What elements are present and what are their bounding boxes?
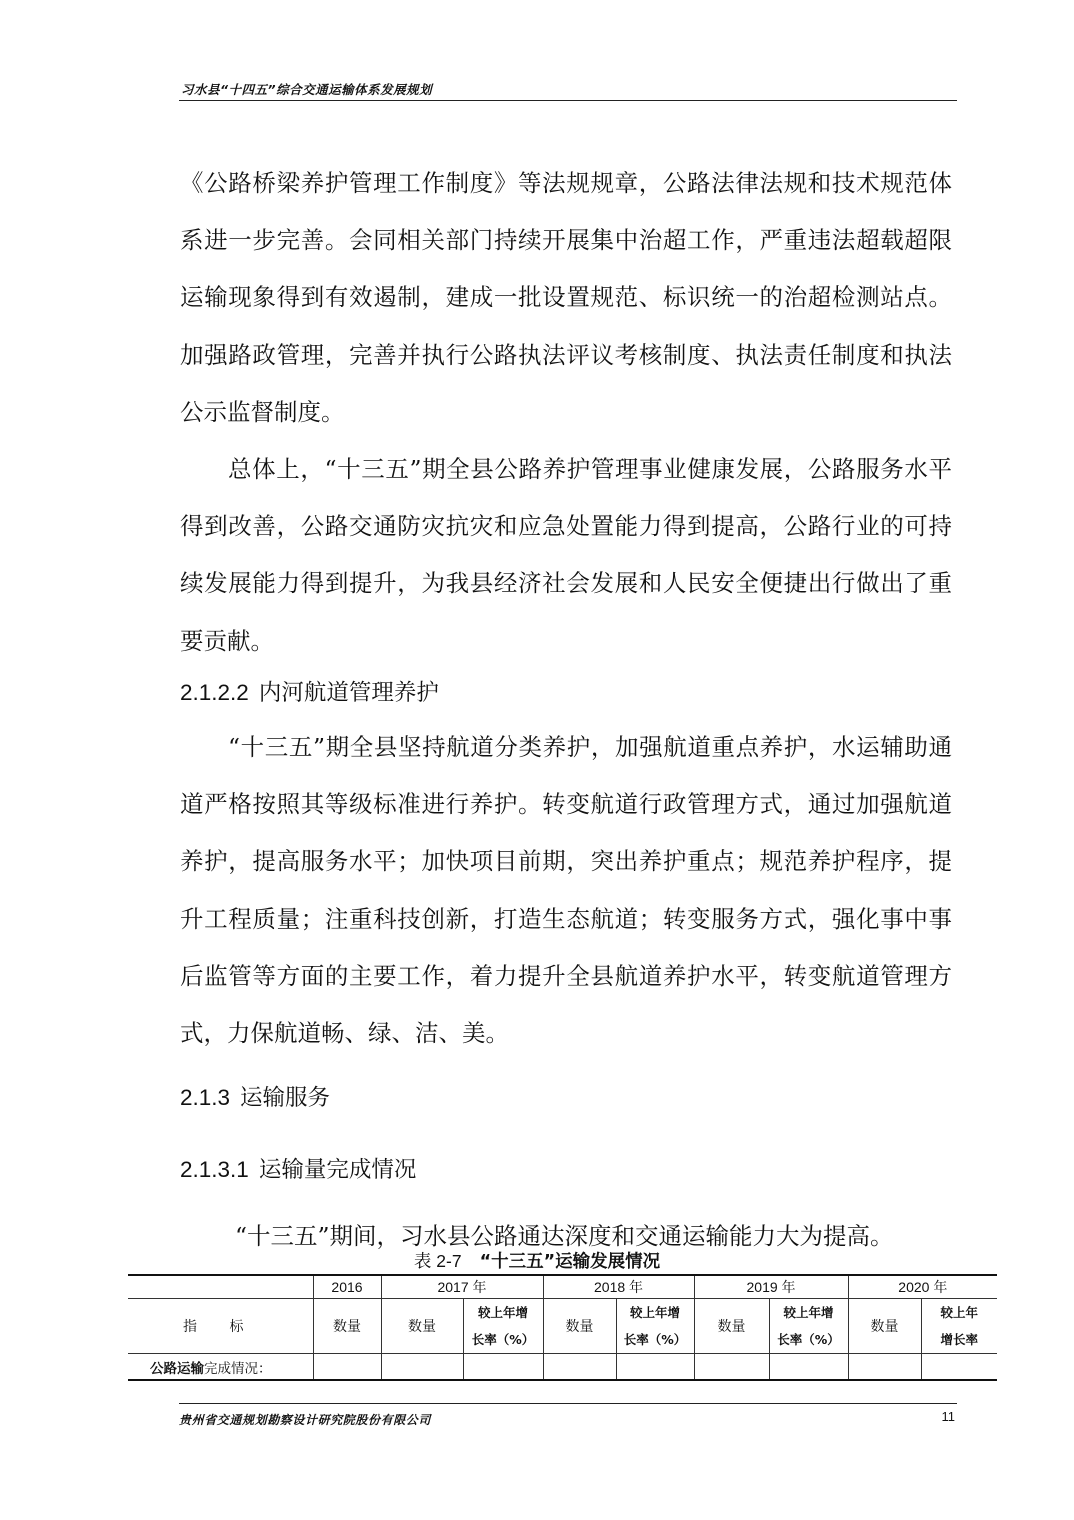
table-cell: [769, 1354, 848, 1381]
table-cell: [848, 1354, 921, 1381]
table-cell: [543, 1354, 616, 1381]
table-cell: [128, 1275, 313, 1299]
table-caption-number: 表 2-7: [413, 1251, 462, 1271]
table-subheader-row: [128, 1299, 997, 1354]
table-cell: [694, 1354, 769, 1381]
year-2016: 2016: [313, 1275, 381, 1299]
growth-header-2020: 较上年 增长率: [921, 1299, 997, 1354]
count-header: 数量: [694, 1299, 769, 1354]
year-2018: 2018 年: [543, 1275, 694, 1299]
table-year-row: [128, 1275, 997, 1299]
paragraph-waterway: “十三五”期全县坚持航道分类养护，加强航道重点养护，水运辅助通道严格按照其等级标准进行养护。转变航道行政管理方式，通过加强航道养护，提高服务水平；加快项目前期，突出养护重点；规范养护程序，提升工程质量；注重科技创新，打造生态航道；转变服务方式，强化事中事后监管等方面的主要工作，着力提升全县航道养护水平，转变航道管理方式，力保航道畅、绿、洁、美。: [180, 733, 952, 1048]
paragraph-transport-intro: “十三五”期间，习水县公路通达深度和交通运输能力大为提高。: [235, 1222, 894, 1250]
paragraph-regulations: 《公路桥梁养护管理工作制度》等法规规章，公路法律法规和技术规范体系进一步完善。会同相关部门持续开展集中治超工作，严重违法超载超限运输现象得到有效遏制，建成一批设置规范、标识统一的治超检测站点。加强路政管理，完善并执行公路执法评议考核制度、执法责任制度和执法公示监督制度。: [180, 169, 952, 426]
transport-development-table: [128, 1274, 997, 1381]
table-cell: [921, 1354, 997, 1381]
heading-text: 运输量完成情况: [258, 1157, 417, 1183]
section-heading-2-1-3: [180, 1080, 330, 1112]
count-header: 数量: [848, 1299, 921, 1354]
year-2017: 2017 年: [381, 1275, 543, 1299]
indicator-header: 指 标: [128, 1299, 313, 1354]
growth-header: 较上年增 长率（%）: [463, 1299, 543, 1354]
growth-header: 较上年增 长率（%）: [769, 1299, 848, 1354]
heading-number: 2.1.3: [180, 1085, 231, 1110]
row-label-road-transport: 公路运输完成情况：: [128, 1354, 313, 1381]
table-cell: [381, 1354, 463, 1381]
heading-text: 内河航道管理养护: [258, 680, 439, 706]
count-header: 数量: [381, 1299, 463, 1354]
growth-header: 较上年增 长率（%）: [616, 1299, 694, 1354]
heading-text: 运输服务: [240, 1085, 331, 1111]
count-header: 数量: [543, 1299, 616, 1354]
running-header: [179, 78, 957, 101]
heading-number: 2.1.3.1: [180, 1157, 249, 1182]
header-title: 习水县“十四五”综合交通运输体系发展规划: [181, 82, 433, 97]
heading-number: 2.1.2.2: [180, 680, 249, 705]
table-caption: [0, 1248, 1074, 1273]
table-cell: [463, 1354, 543, 1381]
table-cell: [616, 1354, 694, 1381]
table-row: [128, 1354, 997, 1381]
year-2020: 2020 年: [848, 1275, 997, 1299]
table-cell: [313, 1354, 381, 1381]
year-2019: 2019 年: [694, 1275, 848, 1299]
count-header: 数量: [313, 1299, 381, 1354]
paragraph-summary: 总体上，“十三五”期全县公路养护管理事业健康发展，公路服务水平得到改善，公路交通防灾抗灾和应急处置能力得到提高，公路行业的可持续发展能力得到提升，为我县经济社会发展和人民安全便捷出行做出了重要贡献。: [180, 455, 952, 655]
page-number: 11: [941, 1409, 955, 1424]
section-heading-2-1-3-1: [180, 1152, 416, 1184]
table-caption-text: “十三五”运输发展情况: [479, 1252, 661, 1272]
page-footer: [179, 1403, 957, 1427]
section-heading-2-1-2-2: [180, 675, 439, 707]
footer-company: 贵州省交通规划勘察设计研究院股份有限公司: [179, 1413, 432, 1427]
